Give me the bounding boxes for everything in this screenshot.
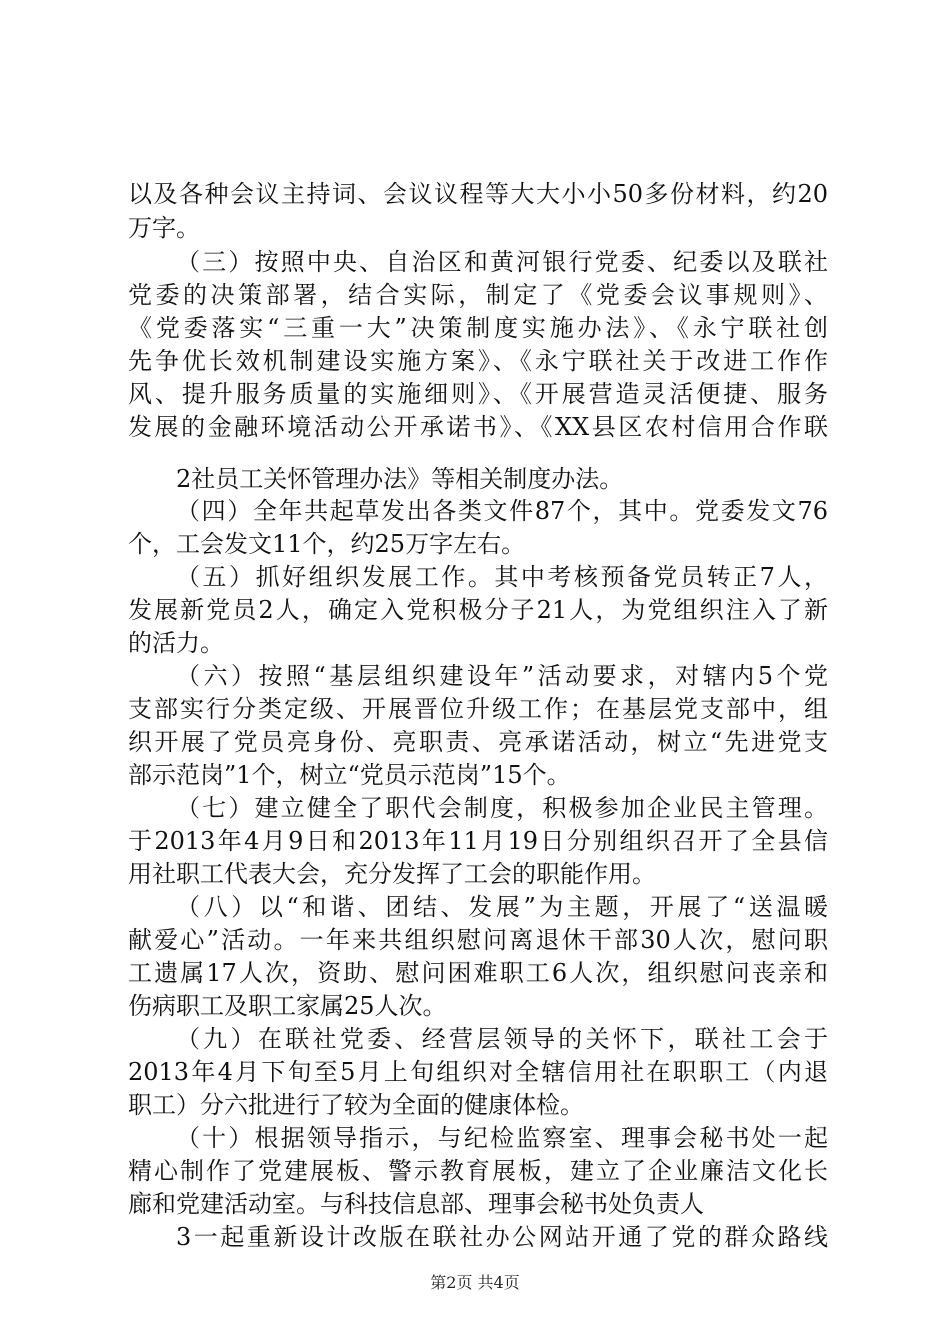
text-line-17: 织开展了党员亮身份、亮职责、亮承诺活动，树立“先进党支 — [128, 728, 828, 756]
text-line-19: （七）建立健全了职代会制度，积极参加企业民主管理。 — [176, 794, 828, 822]
text-line-1: 以及各种会议主持词、会议议程等大大小小50多份材料，约20 — [128, 180, 828, 208]
text-line-14: 的活力。 — [128, 629, 224, 657]
text-line-7: 风、提升服务质量的实施细则》、《开展营造灵活便捷、服务 — [128, 380, 828, 408]
text-line-25: 伤病职工及职工家属25人次。 — [128, 992, 447, 1020]
text-line-30: 精心制作了党建展板、警示教育展板，建立了企业廉洁文化长 — [128, 1157, 828, 1185]
text-line-2: 万字。 — [128, 214, 200, 242]
page-footer: 第2页 共4页 — [430, 1273, 520, 1292]
text-line-22: （八）以“和谐、团结、发展”为主题，开展了“送温暖 — [176, 893, 828, 921]
text-line-28: 职工）分六批进行了较为全面的健康体检。 — [128, 1091, 584, 1119]
text-line-5: 《党委落实“三重一大”决策制度实施办法》、《永宁联社创 — [128, 314, 828, 342]
text-line-18: 部示范岗”1个，树立“党员示范岗”15个。 — [128, 761, 571, 789]
text-line-6: 先争优长效机制建设实施方案》、《永宁联社关于改进工作作 — [128, 347, 828, 375]
text-line-10: （四）全年共起草发出各类文件87个，其中。党委发文76 — [176, 497, 828, 525]
text-line-32: 3一起重新设计改版在联社办公网站开通了党的群众路线 — [176, 1223, 828, 1251]
text-line-29: （十）根据领导指示，与纪检监察室、理事会秘书处一起 — [176, 1124, 828, 1152]
text-line-4: 党委的决策部署，结合实际，制定了《党委会议事规则》、 — [128, 281, 828, 309]
text-line-20: 于2013年4月9日和2013年11月19日分别组织召开了全县信 — [128, 827, 828, 855]
text-line-16: 支部实行分类定级、开展晋位升级工作；在基层党支部中，组 — [128, 695, 828, 723]
text-line-31: 廊和党建活动室。与科技信息部、理事会秘书处负责人 — [128, 1190, 704, 1218]
text-line-12: （五）抓好组织发展工作。其中考核预备党员转正7人， — [176, 563, 828, 591]
text-line-23: 献爱心”活动。一年来共组织慰问离退休干部30人次，慰问职 — [128, 926, 828, 954]
text-line-9: 2社员工关怀管理办法》等相关制度办法。 — [176, 465, 624, 493]
text-line-26: （九）在联社党委、经营层领导的关怀下，联社工会于 — [176, 1025, 828, 1053]
text-line-15: （六）按照“基层组织建设年”活动要求，对辖内5个党 — [176, 662, 828, 690]
text-line-24: 工遗属17人次，资助、慰问困难职工6人次，组织慰问丧亲和 — [128, 959, 828, 987]
text-line-3: （三）按照中央、自治区和黄河银行党委、纪委以及联社 — [176, 248, 828, 276]
text-line-21: 用社职工代表大会，充分发挥了工会的职能作用。 — [128, 860, 656, 888]
text-line-8: 发展的金融环境活动公开承诺书》、《XX县区农村信用合作联 — [128, 413, 828, 441]
text-line-27: 2013年4月下旬至5月上旬组织对全辖信用社在职职工（内退 — [128, 1058, 828, 1086]
text-line-13: 发展新党员2人，确定入党积极分子21人，为党组织注入了新 — [128, 596, 828, 624]
text-line-11: 个，工会发文11个，约25万字左右。 — [128, 530, 526, 558]
